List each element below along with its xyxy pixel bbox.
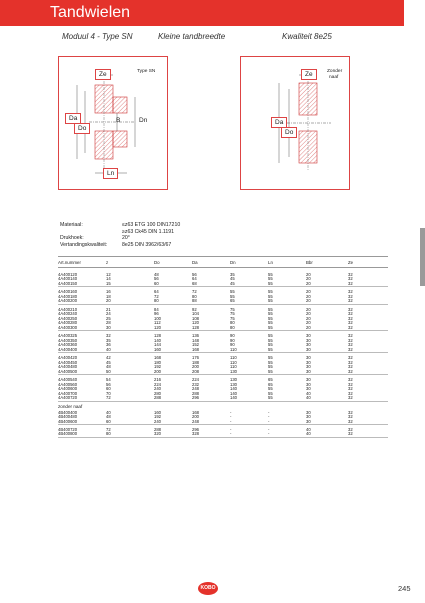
table-cell: 55: [268, 364, 273, 370]
table-cell: 240: [154, 418, 161, 424]
table-cell: 24: [106, 311, 111, 317]
section-zonder-naaf: zonder naaf: [58, 403, 83, 409]
table-cell: -: [268, 426, 270, 432]
table-cell: 28: [106, 320, 111, 326]
table-cell: 4B400480: [58, 414, 78, 420]
table-cell: 20: [306, 315, 311, 321]
note-line2: naaf: [329, 75, 339, 80]
table-cell: 55: [268, 386, 273, 392]
table-cell: 140: [230, 395, 237, 401]
page-header: [0, 0, 404, 26]
table-cell: 32: [348, 346, 353, 352]
spec-pressure: 20°: [122, 235, 130, 242]
table-cell: 100: [154, 315, 161, 321]
table-cell: 30: [306, 346, 311, 352]
table-cell: 30: [306, 355, 311, 361]
table-cell: 128: [192, 324, 199, 330]
table-cell: 296: [192, 395, 199, 401]
spec-material-label: Materiaal:: [60, 222, 83, 228]
table-cell: 240: [154, 386, 161, 392]
table-cell: 30: [306, 376, 311, 382]
table-cell: 4A400210: [58, 306, 78, 312]
table-cell: 32: [348, 320, 353, 326]
table-cell: 55: [268, 368, 273, 374]
table-cell: 120: [154, 324, 161, 330]
table-cell: 64: [154, 289, 159, 295]
table-cell: 136: [192, 333, 199, 339]
spec-material-2: ≥z63 Ck45 DIN 1.1191: [122, 228, 175, 235]
table-cell: 30: [306, 418, 311, 424]
table-cell: 4A400420: [58, 355, 78, 361]
table-cell: 32: [348, 355, 353, 361]
table-cell: 192: [154, 414, 161, 420]
table-cell: 168: [192, 409, 199, 415]
table-cell: 48: [106, 414, 111, 420]
table-group: [58, 307, 388, 331]
table-cell: 32: [348, 298, 353, 304]
label-dn: Dn: [139, 117, 148, 124]
table-cell: 55: [268, 298, 273, 304]
table-cell: 32: [348, 276, 353, 282]
table-cell: 20: [306, 320, 311, 326]
table-row: [58, 347, 388, 352]
table-cell: 48: [154, 271, 159, 277]
table-cell: 80: [106, 431, 111, 437]
table-cell: 32: [348, 386, 353, 392]
table-cell: 188: [192, 359, 199, 365]
table-cell: 32: [348, 426, 353, 432]
table-cell: 55: [268, 315, 273, 321]
table-row: [58, 419, 388, 424]
side-tab: [420, 228, 425, 286]
col-bbr: Bbr: [306, 259, 313, 265]
table-cell: 4A400150: [58, 280, 78, 286]
table-cell: 45: [230, 276, 235, 282]
table-cell: -: [230, 431, 232, 437]
table-cell: 55: [230, 289, 235, 295]
table-cell: 65: [230, 298, 235, 304]
table-cell: 70: [106, 390, 111, 396]
table-cell: 42: [106, 355, 111, 361]
table-cell: 55: [268, 337, 273, 343]
table-cell: 248: [192, 386, 199, 392]
table-cell: 30: [306, 364, 311, 370]
table-cell: 224: [154, 381, 161, 387]
table-cell: 55: [268, 289, 273, 295]
table-cell: 92: [192, 306, 197, 312]
table-cell: 21: [106, 306, 111, 312]
table-cell: 30: [306, 359, 311, 365]
table-cell: 4B400400: [58, 409, 78, 415]
table-cell: 40: [306, 426, 311, 432]
table-cell: 32: [348, 414, 353, 420]
table-cell: 30: [106, 324, 111, 330]
table-cell: 160: [154, 346, 161, 352]
table-cell: 128: [154, 333, 161, 339]
table-cell: 144: [154, 342, 161, 348]
table-cell: 45: [230, 280, 235, 286]
table-cell: 30: [306, 409, 311, 415]
table-cell: 68: [192, 280, 197, 286]
table-cell: 55: [230, 293, 235, 299]
table-cell: 80: [192, 293, 197, 299]
table-cell: 104: [192, 311, 199, 317]
table-cell: 35: [106, 337, 111, 343]
table-cell: 50: [106, 368, 111, 374]
subtitle-module: Moduul 4 - Type SN: [62, 32, 133, 41]
table-cell: 12: [106, 271, 111, 277]
table-cell: 4A400480: [58, 364, 78, 370]
table-cell: 55: [268, 355, 273, 361]
table-cell: 160: [154, 409, 161, 415]
table-row: [58, 396, 388, 401]
table-cell: 90: [230, 337, 235, 343]
table-cell: 140: [230, 386, 237, 392]
table-cell: 192: [154, 364, 161, 370]
note-line1: Zonder: [327, 69, 343, 74]
table-cell: 88: [192, 298, 197, 304]
table-group: [58, 377, 388, 401]
label-do-right: Do: [281, 127, 297, 138]
table-cell: 148: [192, 337, 199, 343]
table-cell: 20: [306, 306, 311, 312]
table-cell: 32: [348, 381, 353, 387]
table-cell: 168: [154, 355, 161, 361]
table-cell: 32: [348, 376, 353, 382]
table-cell: -: [230, 414, 232, 420]
table-cell: 72: [192, 289, 197, 295]
table-cell: 4A400600: [58, 386, 78, 392]
table-cell: 15: [106, 280, 111, 286]
table-cell: 55: [268, 306, 273, 312]
table-cell: -: [230, 409, 232, 415]
spec-block: [60, 222, 180, 248]
table-cell: -: [268, 418, 270, 424]
table-cell: 96: [154, 311, 159, 317]
table-cell: 20: [106, 298, 111, 304]
table-header: [58, 256, 388, 268]
table-group: [58, 289, 388, 304]
table-cell: 4B400600: [58, 418, 78, 424]
table-row: [58, 369, 388, 374]
table-cell: 4A400720: [58, 395, 78, 401]
col-ze: Ze: [348, 259, 354, 265]
table-cell: 4A400500: [58, 368, 78, 374]
table-cell: 4A400300: [58, 324, 78, 330]
table-cell: -: [230, 418, 232, 424]
product-table: [58, 256, 388, 440]
table-cell: 55: [268, 276, 273, 282]
table-cell: 75: [230, 306, 235, 312]
table-cell: 4A400450: [58, 359, 78, 365]
table-cell: 36: [106, 342, 111, 348]
table-cell: 55: [268, 320, 273, 326]
table-cell: 32: [348, 390, 353, 396]
table-cell: 200: [154, 368, 161, 374]
table-cell: 56: [154, 276, 159, 282]
table-cell: 4A400540: [58, 376, 78, 382]
table-cell: 4A400325: [58, 333, 78, 339]
table-cell: 30: [306, 337, 311, 343]
table-cell: 4A400360: [58, 342, 78, 348]
spec-material-1: ≤z63 ETG 100 DIN17210: [122, 222, 181, 228]
subtitle-type: Kleine tandbreedte: [158, 32, 226, 41]
table-cell: 120: [192, 320, 199, 326]
label-do: Do: [74, 123, 90, 134]
table-cell: 224: [192, 376, 199, 382]
table-cell: 55: [268, 280, 273, 286]
table-cell: 216: [154, 376, 161, 382]
table-cell: 80: [230, 324, 235, 330]
spec-quality-label: Vertandingskwaliteit:: [60, 241, 108, 248]
table-cell: 328: [192, 431, 199, 437]
table-cell: 180: [154, 359, 161, 365]
table-cell: 55: [268, 390, 273, 396]
table-cell: 208: [192, 368, 199, 374]
label-ze: Ze: [95, 69, 111, 80]
table-cell: -: [230, 426, 232, 432]
col-artnr: Art.nummer: [58, 259, 81, 265]
table-cell: 55: [268, 395, 273, 401]
table-cell: 40: [306, 390, 311, 396]
table-cell: 130: [230, 376, 237, 382]
table-cell: 32: [348, 342, 353, 348]
table-cell: 112: [154, 320, 161, 326]
table-cell: 232: [192, 381, 199, 387]
table-group: [58, 410, 388, 425]
table-cell: 4A400280: [58, 320, 78, 326]
table-cell: 30: [306, 342, 311, 348]
table-cell: 72: [106, 426, 111, 432]
table-cell: 320: [154, 431, 161, 437]
diagram-type-sn: [58, 56, 168, 190]
table-cell: -: [268, 431, 270, 437]
table-cell: 75: [230, 315, 235, 321]
table-cell: 4A400400: [58, 346, 78, 352]
table-cell: 40: [306, 395, 311, 401]
table-cell: 20: [306, 298, 311, 304]
col-do: Do: [154, 259, 160, 265]
table-cell: 130: [230, 368, 237, 374]
label-da-right: Da: [271, 117, 287, 128]
table-cell: 20: [306, 289, 311, 295]
table-cell: 200: [192, 414, 199, 420]
table-cell: 30: [306, 381, 311, 387]
table-cell: 4A400250: [58, 315, 78, 321]
table-cell: 75: [230, 311, 235, 317]
table-cell: 32: [348, 409, 353, 415]
table-cell: 30: [306, 368, 311, 374]
table-cell: 90: [230, 342, 235, 348]
col-z: z: [106, 259, 109, 265]
table-cell: 110: [230, 355, 237, 361]
table-cell: 56: [192, 271, 197, 277]
table-cell: 110: [230, 359, 237, 365]
table-cell: 14: [106, 276, 111, 282]
table-cell: 32: [348, 337, 353, 343]
table-cell: -: [268, 414, 270, 420]
table-cell: 288: [154, 426, 161, 432]
table-cell: 55: [268, 271, 273, 277]
table-cell: 20: [306, 280, 311, 286]
table-cell: 80: [154, 298, 159, 304]
table-cell: 20: [306, 276, 311, 282]
spec-pressure-label: Drukhoek:: [60, 235, 84, 242]
table-cell: 200: [192, 364, 199, 370]
table-group: [58, 272, 388, 287]
kobo-logo: [198, 582, 218, 595]
table-row: [58, 299, 388, 304]
table-cell: 32: [348, 280, 353, 286]
table-cell: 56: [106, 381, 111, 387]
table-cell: 4B400720: [58, 426, 78, 432]
table-cell: 4A400160: [58, 289, 78, 295]
table-cell: 40: [106, 409, 111, 415]
table-cell: 140: [154, 337, 161, 343]
table-cell: -: [268, 409, 270, 415]
label-b: B: [116, 117, 121, 124]
table-cell: 176: [192, 355, 199, 361]
table-cell: 32: [106, 333, 111, 339]
table-body-zonder: [58, 410, 388, 438]
table-cell: 110: [230, 364, 237, 370]
table-cell: 60: [106, 386, 111, 392]
table-body-main: [58, 272, 388, 402]
col-dn: Dn: [230, 259, 236, 265]
table-cell: 60: [154, 280, 159, 286]
table-cell: 4A400200: [58, 298, 78, 304]
table-cell: 55: [268, 346, 273, 352]
table-cell: 4B400800: [58, 431, 78, 437]
table-cell: 55: [268, 311, 273, 317]
table-cell: 30: [306, 333, 311, 339]
table-cell: 40: [106, 346, 111, 352]
table-row: [58, 432, 388, 437]
table-cell: 60: [106, 418, 111, 424]
table-cell: 280: [154, 390, 161, 396]
table-cell: 130: [230, 381, 237, 387]
table-cell: 55: [268, 293, 273, 299]
table-cell: 72: [106, 395, 111, 401]
table-cell: 32: [348, 359, 353, 365]
label-type-sn: Type SN: [137, 69, 156, 74]
table-cell: 30: [306, 414, 311, 420]
label-da: Da: [65, 113, 81, 124]
table-row: [58, 281, 388, 286]
table-cell: 20: [306, 293, 311, 299]
table-cell: 55: [268, 324, 273, 330]
table-cell: 65: [268, 381, 273, 387]
table-cell: 16: [106, 289, 111, 295]
table-cell: 110: [230, 346, 237, 352]
table-cell: 32: [348, 368, 353, 374]
spec-quality: 8e25 DIN 3962/63/67: [122, 241, 172, 248]
table-cell: 4A400350: [58, 337, 78, 343]
table-cell: 20: [306, 311, 311, 317]
table-cell: 65: [268, 376, 273, 382]
page-title: Tandwielen: [50, 4, 131, 21]
table-cell: 18: [106, 293, 111, 299]
table-cell: 72: [154, 293, 159, 299]
table-cell: 4A400560: [58, 381, 78, 387]
table-cell: 248: [192, 418, 199, 424]
page-number: 245: [398, 584, 411, 593]
table-cell: 4A400140: [58, 276, 78, 282]
table-cell: 40: [306, 431, 311, 437]
table-group: [58, 333, 388, 353]
table-cell: 140: [230, 390, 237, 396]
table-cell: 32: [348, 306, 353, 312]
table-cell: 4A400120: [58, 271, 78, 277]
table-cell: 4A400180: [58, 293, 78, 299]
table-cell: 32: [348, 293, 353, 299]
table-cell: 288: [154, 395, 161, 401]
table-cell: 25: [106, 315, 111, 321]
table-group: [58, 355, 388, 375]
table-cell: 32: [348, 324, 353, 330]
table-cell: 32: [348, 333, 353, 339]
table-cell: 80: [230, 320, 235, 326]
table-cell: 45: [106, 359, 111, 365]
table-cell: 32: [348, 311, 353, 317]
table-cell: 90: [230, 333, 235, 339]
table-cell: 20: [306, 271, 311, 277]
table-cell: 35: [230, 271, 235, 277]
diagram-zonder-naaf: [240, 56, 350, 190]
subtitle-quality: Kwaliteit 8e25: [282, 32, 332, 41]
table-cell: 32: [348, 289, 353, 295]
table-cell: 152: [192, 342, 199, 348]
table-cell: 54: [106, 376, 111, 382]
table-cell: 84: [154, 306, 159, 312]
table-group: [58, 427, 388, 438]
table-cell: 168: [192, 346, 199, 352]
table-cell: 55: [268, 359, 273, 365]
table-cell: 32: [348, 364, 353, 370]
table-cell: 32: [348, 431, 353, 437]
table-row: [58, 325, 388, 330]
label-ze-right: Ze: [301, 69, 317, 80]
table-cell: 32: [348, 395, 353, 401]
table-cell: 48: [106, 364, 111, 370]
table-cell: 20: [306, 324, 311, 330]
table-cell: 32: [348, 315, 353, 321]
table-cell: 296: [192, 426, 199, 432]
table-cell: 64: [192, 276, 197, 282]
table-cell: 32: [348, 271, 353, 277]
table-cell: 55: [268, 342, 273, 348]
table-cell: 288: [192, 390, 199, 396]
table-cell: 4A400240: [58, 311, 78, 317]
table-cell: 108: [192, 315, 199, 321]
label-ln: Ln: [103, 168, 118, 179]
col-da: Da: [192, 259, 198, 265]
logo-text: KOBO: [200, 585, 216, 591]
table-cell: 30: [306, 386, 311, 392]
table-cell: 55: [268, 333, 273, 339]
col-ln: Ln: [268, 259, 273, 265]
table-cell: 4A400700: [58, 390, 78, 396]
table-cell: 32: [348, 418, 353, 424]
